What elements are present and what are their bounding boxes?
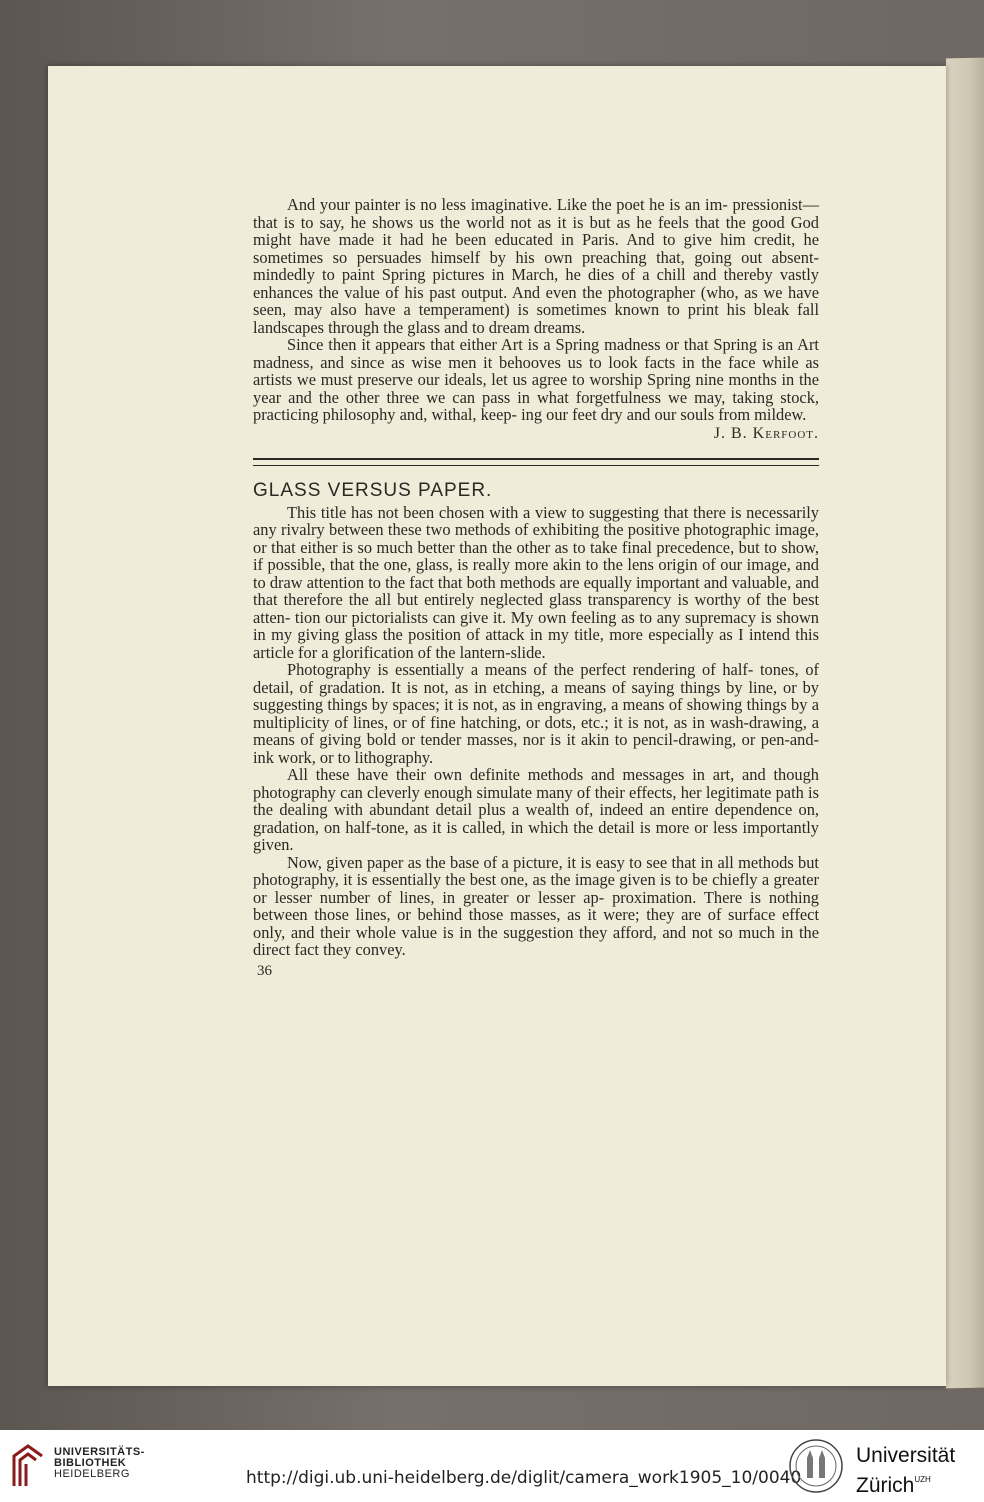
page-content (253, 196, 819, 980)
page-number: 36 (257, 962, 272, 979)
author-signature: J. B. Kerfoot. (713, 424, 819, 442)
paragraph: Photography is essentially a means of the perfect rendering of half- tones, of detail, of gradation. It is not, as in etching, a means of saying things by line, or by suggesting things by spaces; it is not, as in engraving, a means of showing things by a multiplicity of lines, or of fine hatching, or dots, etc.; it is not, as in wash-drawing, a means of giving bold or tender masses, nor is it akin to pencil-drawing, or pen-and-ink work, or to lithography. (253, 660, 819, 767)
paragraph: This title has not been chosen with a view to suggesting that there is necessarily any rivalry between these two methods of exhibiting the positive photographic image, or that either is so much better than the other as to take final precedence, but to show, if possible, that the one, glass, is really more akin to the lens origin of our image, and to draw attention to the fact that both methods are equally important and valuable, and that therefore the all but entirely neglected glass transparency is worthy of the best atten- tion our pictorialists can give it. My own feeling as to any supremacy is shown in my giving glass the position of attack in my title, more especially as I intend this article for a glorification of the lantern-slide. (253, 502, 819, 662)
paragraph: All these have their own definite methods and messages in art, and though photography can cleverly enough simulate many of their effects, her legitimate path is the dealing with abundant detail plus a wealth of, indeed an entire dependence on, gradation, on half-tone, as it is called, in which the detail is more or less importantly given. (253, 765, 819, 854)
section-divider (253, 458, 819, 466)
viewer-footer (0, 1430, 984, 1502)
source-url-link[interactable]: http://digi.ub.uni-heidelberg.de/diglit/camera_work1905_10/0040 (246, 1468, 802, 1488)
library-name: UNIVERSITÄTS- BIBLIOTHEK HEIDELBERG (54, 1446, 145, 1480)
university-seal-icon (788, 1438, 844, 1494)
signature-row (253, 424, 819, 443)
university-name: Universität Zürich$^{UZH}$ (856, 1444, 956, 1497)
paragraph: And your painter is no less imaginative. Like the poet he is an im- pressionist—that is to say, he shows us the world not as it is but as he feels that the good God might have made it had he been educated in Paris. And to give him credit, he sometimes so persuades himself by his own preaching that, going out absent-mindedly to paint Spring pictures in March, he dies of a chill and thereby vastly enhances the value of his past output. And even the photographer (who, as we have seen, may also have a temperament) is sometimes known to print his bleak fall landscapes through the glass and to dream dreams. (253, 195, 819, 337)
adjacent-page-edge (946, 58, 984, 1389)
paragraph: Now, given paper as the base of a picture, it is easy to see that in all methods but photography, it is essentially the best one, as the image given is to be chiefly a greater or lesser number of lines, in greater or lesser ap- proximation. There is nothing between those lines, or behind those masses, as it were; they are of surface effect only, and their whole value is in the suggestion they afford, and not so much in the direct fact they convey. (253, 852, 819, 959)
paragraph: Since then it appears that either Art is a Spring madness or that Spring is an Art madness, and since as wise men it behooves us to look facts in the face while as artists we must preserve our ideals, let us agree to worship Spring nine months in the year and the other three we can pass in what forgetfulness we may, taking stock, practicing philosophy and, withal, keep- ing our feet dry and our souls from mildew. (253, 335, 819, 424)
library-logo-icon (10, 1442, 46, 1490)
section-heading: GLASS VERSUS PAPER. (253, 480, 493, 501)
